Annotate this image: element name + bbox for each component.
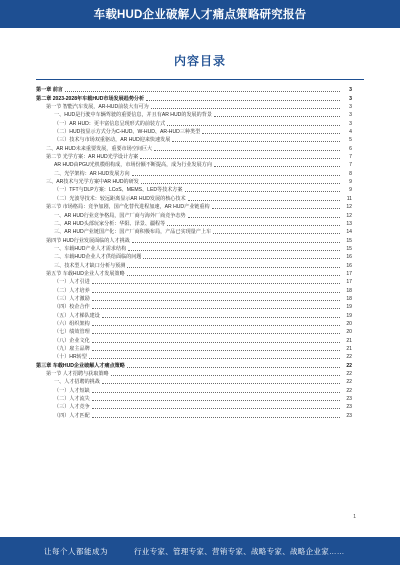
footer-slogan: 让每个人都能成为: [44, 546, 108, 556]
toc-entry[interactable]: [36, 220, 352, 228]
toc-entry-title: 第三章 车载HUD企业破解人才痛点策略: [36, 362, 125, 369]
toc-entry[interactable]: [36, 378, 352, 386]
toc-entry-page: 16: [346, 262, 352, 269]
toc-entry-page: 11: [346, 195, 352, 202]
toc-entry-title: 第一节 智能汽车发展，AR-HUD前装大有可为: [46, 104, 149, 111]
toc-entry-title: （一）人才引进: [54, 279, 90, 286]
toc-entry-title: 第一节 人才招聘与获取策略: [46, 371, 109, 378]
toc-entry-page: 12: [346, 212, 352, 219]
toc-entry-title: （七）绩效管理: [54, 329, 90, 336]
toc-leader-dots: [128, 250, 340, 251]
toc-entry[interactable]: [36, 395, 352, 403]
toc-leader-dots: [127, 267, 340, 268]
toc-leader-dots: [65, 91, 340, 92]
toc-entry-title: （一）TFT与DLP方案：LCoS、MEMS、LED等技术方案: [54, 187, 183, 194]
toc-leader-dots: [132, 175, 340, 176]
toc-entry[interactable]: [36, 86, 352, 94]
toc-entry-page: 9: [349, 187, 352, 194]
toc-entry-title: （二）人才培养: [54, 287, 90, 294]
table-of-contents: [36, 86, 352, 420]
toc-entry-page: 17: [346, 270, 352, 277]
toc-leader-dots: [143, 258, 340, 259]
toc-leader-dots: [92, 350, 340, 351]
toc-entry[interactable]: [36, 236, 352, 244]
toc-entry-page: 5: [349, 137, 352, 144]
toc-entry-page: 20: [346, 320, 352, 327]
toc-entry-title: （五）人才梯队建设: [54, 312, 100, 319]
toc-leader-dots: [214, 116, 340, 117]
toc-entry[interactable]: [36, 178, 352, 186]
toc-entry-page: 21: [346, 337, 352, 344]
toc-entry-title: （九）雇主品牌: [54, 346, 90, 352]
toc-entry[interactable]: [36, 253, 352, 261]
toc-leader-dots: [102, 383, 340, 384]
toc-entry-page: 22: [346, 362, 352, 369]
toc-entry-title: 二、AR HUD头部玩家分析：华阳、泽景、疆程等: [54, 220, 166, 227]
toc-leader-dots: [92, 417, 340, 418]
toc-entry-title: （二）HUD按显示方式分为C-HUD、W-HUD、AR-HUD三种类型: [54, 129, 201, 136]
toc-entry-page: 20: [346, 329, 352, 336]
toc-leader-dots: [202, 133, 340, 134]
toc-entry[interactable]: [36, 295, 352, 303]
toc-entry[interactable]: [36, 169, 352, 177]
toc-entry-title: 第三节 市场格局：竞争加剧，国产化替代进程加速，AR HUD产业链重构: [46, 204, 210, 211]
toc-entry[interactable]: [36, 386, 352, 394]
page-number: 1: [353, 514, 356, 520]
toc-leader-dots: [132, 242, 340, 243]
toc-leader-dots: [212, 208, 340, 209]
toc-entry-page: 19: [346, 304, 352, 311]
toc-entry[interactable]: [36, 336, 352, 344]
toc-entry-title: （三）技术与市场双重驱动，AR HUD迎来快速发展: [54, 137, 171, 144]
toc-entry-page: 23: [346, 396, 352, 403]
toc-leader-dots: [92, 408, 340, 409]
toc-entry-page: 17: [346, 279, 352, 286]
toc-entry-page: 7: [349, 162, 352, 169]
toc-entry[interactable]: [36, 361, 352, 369]
toc-entry[interactable]: [36, 411, 352, 419]
toc-entry-page: 22: [346, 354, 352, 361]
toc-entry-page: 15: [346, 237, 352, 244]
toc-leader-dots: [102, 317, 340, 318]
toc-leader-dots: [151, 108, 340, 109]
toc-entry-page: 3: [349, 87, 352, 94]
toc-entry-page: 22: [346, 371, 352, 378]
toc-entry[interactable]: [36, 203, 352, 211]
toc-entry-title: 三、技术型人才缺口分析与预测: [54, 262, 126, 269]
toc-entry[interactable]: [36, 161, 352, 169]
toc-leader-dots: [146, 100, 340, 101]
toc-entry-title: （三）人才竞争: [54, 404, 90, 411]
toc-entry[interactable]: [36, 328, 352, 336]
toc-entry-page: 22: [346, 379, 352, 386]
toc-entry[interactable]: [36, 245, 352, 253]
toc-entry[interactable]: [36, 111, 352, 119]
toc-entry-page: 19: [346, 312, 352, 319]
toc-entry[interactable]: [36, 320, 352, 328]
toc-entry-page: 22: [346, 387, 352, 394]
toc-entry[interactable]: [36, 261, 352, 269]
toc-entry-page: 12: [346, 204, 352, 211]
toc-leader-dots: [89, 358, 340, 359]
toc-entry[interactable]: [36, 311, 352, 319]
toc-leader-dots: [92, 400, 340, 401]
toc-leader-dots: [154, 150, 340, 151]
toc-entry[interactable]: [36, 278, 352, 286]
toc-entry-page: 3: [349, 95, 352, 102]
toc-entry-title: 二、AR HUD未来重要发展，重要市场空间巨大: [46, 145, 153, 152]
toc-entry[interactable]: [36, 286, 352, 294]
toc-entry-page: 23: [346, 404, 352, 411]
toc-entry[interactable]: [36, 194, 352, 202]
toc-leader-dots: [167, 125, 340, 126]
toc-leader-dots: [172, 141, 340, 142]
toc-entry-title: 一、人才招聘的挑战: [54, 379, 100, 386]
toc-entry-page: 3: [349, 112, 352, 119]
toc-leader-dots: [92, 325, 340, 326]
toc-entry-page: 23: [346, 412, 352, 419]
toc-leader-dots: [92, 333, 340, 334]
toc-entry-page: 4: [349, 129, 352, 136]
toc-entry-title: （三）人才激励: [54, 295, 90, 302]
toc-entry[interactable]: [36, 270, 352, 278]
toc-entry-title: 第一章 前言: [36, 87, 63, 94]
toc-leader-dots: [92, 392, 340, 393]
toc-entry-page: 16: [346, 254, 352, 261]
toc-entry[interactable]: [36, 303, 352, 311]
toc-entry-title: （一）AR HUD：更丰富信息呈现形式的前装方式: [54, 120, 166, 127]
toc-leader-dots: [92, 283, 340, 284]
toc-entry-title: （二）光波导技术：较远距离显示AR HUD发展的核心技术: [54, 195, 186, 202]
toc-entry-page: 14: [346, 229, 352, 236]
toc-entry-page: 18: [346, 287, 352, 294]
toc-entry[interactable]: [36, 353, 352, 361]
toc-divider: [36, 79, 364, 80]
toc-entry[interactable]: [36, 186, 352, 194]
toc-entry[interactable]: [36, 136, 352, 144]
toc-leader-dots: [111, 375, 340, 376]
toc-entry-page: 18: [346, 295, 352, 302]
toc-entry-page: 3: [349, 120, 352, 127]
toc-leader-dots: [92, 308, 340, 309]
toc-leader-dots: [213, 233, 340, 234]
toc-entry[interactable]: [36, 370, 352, 378]
toc-entry-title: 一、HUD是行驶中车辆驾驶的重要信息，并且有AR HUD的发展的背景: [54, 112, 212, 119]
toc-entry[interactable]: [36, 403, 352, 411]
report-title: 车载HUD企业破解人才痛点策略研究报告: [93, 9, 307, 21]
toc-entry[interactable]: [36, 211, 352, 219]
toc-leader-dots: [92, 292, 340, 293]
toc-entry-title: 一、车载HUD产业人才需求结构: [54, 245, 127, 252]
toc-entry-page: 15: [346, 245, 352, 252]
footer-tagline: 行业专家、管理专家、营销专家、战略专家、战略企业家……: [134, 546, 345, 556]
toc-entry-page: 3: [349, 104, 352, 111]
toc-entry-title: 三、AR HUD产业链国产化：国产厂商积极布局，产品已实现量产上车: [54, 229, 212, 236]
toc-leader-dots: [185, 191, 341, 192]
toc-leader-dots: [140, 158, 340, 159]
toc-entry-page: 6: [349, 145, 352, 152]
toc-entry[interactable]: [36, 153, 352, 161]
toc-entry-page: 21: [346, 346, 352, 352]
toc-entry-title: 第五节 车载HUD企业人才发展策略: [46, 270, 125, 277]
toc-entry[interactable]: [36, 119, 352, 127]
toc-entry-title: 一、AR HUD行业竞争格局，国产厂商与海外厂商竞争态势: [54, 212, 186, 219]
toc-leader-dots: [127, 367, 340, 368]
toc-leader-dots: [141, 183, 340, 184]
toc-entry[interactable]: [36, 144, 352, 152]
toc-entry-title: 第四节 HUD行业发展面临的人才挑战: [46, 237, 130, 244]
toc-entry-title: （六）组织架构: [54, 320, 90, 327]
toc-entry-title: （二）人才流失: [54, 396, 90, 403]
toc-entry-page: 7: [349, 154, 352, 161]
toc-entry-page: 13: [346, 220, 352, 227]
report-footer: [0, 537, 400, 565]
toc-entry-page: 8: [349, 170, 352, 177]
toc-entry-title: （四）校企合作: [54, 304, 90, 311]
toc-leader-dots: [188, 200, 340, 201]
toc-entry[interactable]: [36, 103, 352, 111]
toc-leader-dots: [188, 217, 340, 218]
toc-entry-title: 第二节 光学方案：AR HUD光学设计方案: [46, 154, 139, 161]
toc-entry-title: （四）人才匹配: [54, 412, 90, 419]
toc-entry[interactable]: [36, 228, 352, 236]
toc-heading: 内容目录: [173, 54, 226, 68]
toc-leader-dots: [214, 166, 340, 167]
toc-entry-page: 9: [349, 179, 352, 186]
toc-entry-title: 二、车载HUD企业人才供给面临的问题: [54, 254, 142, 261]
toc-entry-title: 三、AR技术与光学方案中AR HUD的研发: [46, 179, 139, 186]
toc-entry-title: AR HUD由PGU光机模组构成，市场份额不断提高，成为行业发展方向: [54, 162, 212, 169]
toc-entry-title: （一）人才短缺: [54, 387, 90, 394]
toc-leader-dots: [127, 275, 340, 276]
toc-entry-title: 二、光学架构：AR HUD发展方向: [54, 170, 130, 177]
toc-leader-dots: [92, 342, 340, 343]
toc-leader-dots: [92, 300, 340, 301]
toc-entry[interactable]: [36, 345, 352, 353]
report-header: [0, 0, 400, 28]
toc-entry-title: 第二章 2023-2028年车载HUD市场发展趋势分析: [36, 95, 145, 102]
toc-entry[interactable]: [36, 94, 352, 102]
toc-entry-title: （八）企业文化: [54, 337, 90, 344]
toc-leader-dots: [167, 225, 340, 226]
toc-entry-title: （十）HR转型: [54, 354, 87, 361]
toc-entry[interactable]: [36, 128, 352, 136]
